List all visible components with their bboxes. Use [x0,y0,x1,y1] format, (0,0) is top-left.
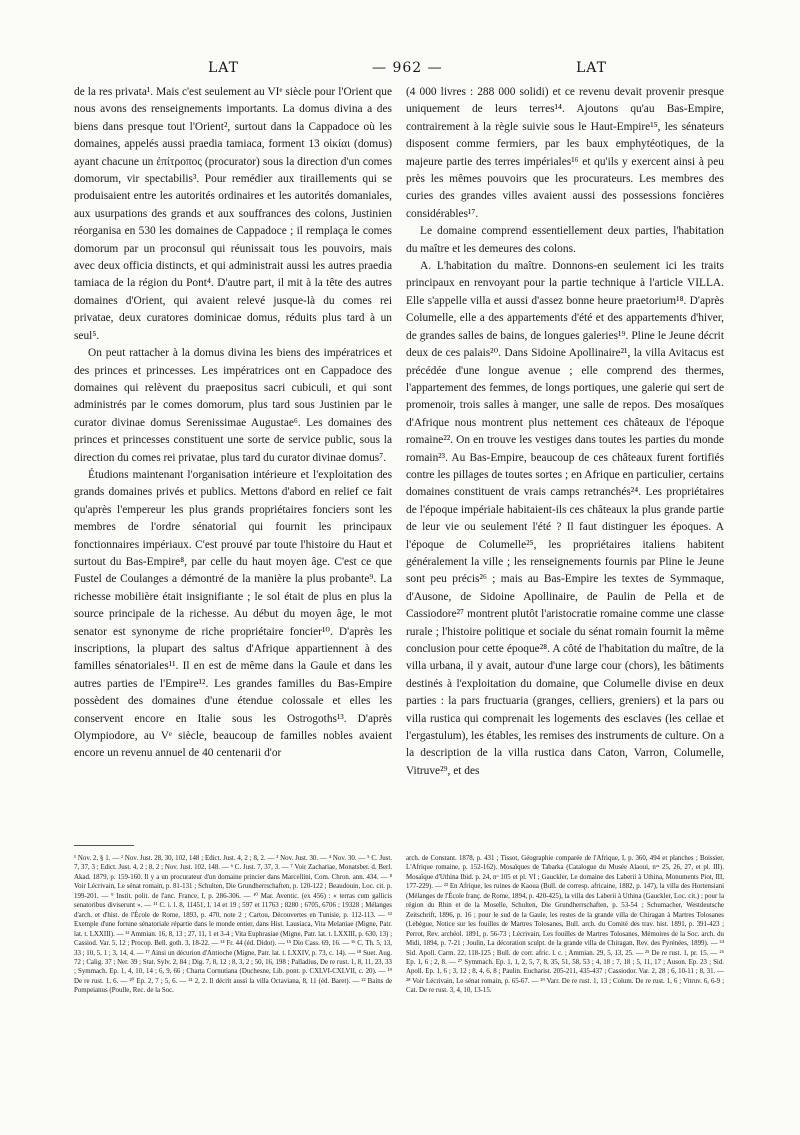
footnotes-right: arch. de Constant. 1878, p. 431 ; Tissot, Géographie comparée de l'Afrique, I, p. 360, 494 et planches ; Boissier, L'Afrique romaine, p. 152-162). Mosaïques de Tabarka (Catalogue du Musée Alaoui, nᵒˢ 25, 26, 27, et pl. III). Mosaïque d'Uthina Ibid. p. 24, nᵒ 105 et pl. VI ; Gauckler, Le domaine des Laberii à Uthina, Monuments Piot, III, 177-229). — ²³ En Afrique, les ruines de Kaoua (Bull. de corresp. africaine, 1882, p. 147), la villa des Hortensiani (Mélanges de l'École franç. de Rome, 1894, p. 420-425), la villa des Laberii à Uthina (Gauckler, Loc. cit.) ; pour la région du Rhin et de la Moselle, Schulten, Die Grundherrschaften, p. 53-54 ; Schumacher, Westdeutsche Zeitschrift, 1896, p. 16 ; pour le sud de la Gaule, les restes de la grande villa de Chiragan à Martres Tolosanes (Lebègue, Notice sur les fouilles de Martres Tolosanes, Bull. arch. du Comité des trav. hist. 1891, p. 391-423 ; Perrot, Rev. archéol. 1891, p. 56-73 ; Lécrivain, Les fouilles de Martres Tolosanes, Mémoires de la Soc. arch. du Midi, 1894, p. 7-21 ; Joulin, La décoration sculpt. de la grande villa de Chiragan, Rev. des Pyrénées, 1899). — ²⁴ Sid. Apoll. Carm. 22, 118-125 ; Bull. de corr. afric. l. c. ; Ammian. 29, 5, 13, 25. — ²⁵ De re rust. 1, pr. 15. — ²⁶ Ep. 1, 6 ; 2, 8. — ²⁷ Symmach. Ep. 1, 1, 2, 5, 7, 8, 35, 51, 58, 53 ; 4, 18 ; 7, 18 ; 5, 11, 17 ; Auson. Ep. 23 ; Sid. Apoll. Ep. 1, 6 ; 3, 12 ; 8, 4, 6, 8 ; Paulin. Eucharist. 205-211, 435-437 ; Cassiodor. Var. 2, 28 ; 6, 10-11 ; 8, 31. — ²⁸ Voir Lécrivain, Le sénat romain, p. 65-67. — ²⁹ Varr. De re rust. 1, 13 ; Colum. De re rust. 1, 6 ; Vitruv. 6, 6-9 ; Cat. De re rust. 3, 4, 10, 13-15. [406,855,724,995]
page-number: — 962 — [372,60,443,76]
paragraph: (4 000 livres : 288 000 solidi) et ce revenu devait provenir presque uniquement de leurs terres¹⁴. Ajoutons qu'au Bas-Empire, contrairement à la règle suivie sous le Haut-Empire¹⁵, les sénateurs disposent comme fermiers, par les baux emphytéotiques, de la majeure partie des terres impériales¹⁶ et qu'ils y exercent ainsi à peu près les mêmes pouvoirs que les procurateurs. Les membres des curies des grandes villes avaient aussi des possessions foncières considérables¹⁷. [406,86,724,220]
paragraph: On peut rattacher à la domus divina les biens des impératrices et des princes et princesses. Les impératrices ont en Cappadoce des domaines qui relèvent du praepositus sacri cubiculi, et qui sont administrés par le comes domorum, plus tard sous Justinien par le curator divinae domus Serenissimae Augustae⁶. Les domaines des princes et princesses constituent une sorte de service public, sous la direction du comes rei privatae, plus tard du curator divinae domus⁷. [74,347,392,464]
paragraph: Étudions maintenant l'organisation intérieure et l'exploitation des grands domaines privés et publics. Mettons d'abord en relief ce fait qu'après l'empereur les plus grands propriétaires fonciers sont les membres de l'ordre sénatorial qui fournit les principaux fonctionnaires impériaux. C'est prouvé par toute l'histoire du Haut et surtout du Bas-Empire⁸, par celle du haut moyen âge. C'est ce que Fustel de Coulanges a démontré de la manière la plus probante⁹. La richesse mobilière était insignifiante ; le sol était de plus en plus la source principale de la richesse. Au début du moyen âge, le mot senator est synonyme de riche propriétaire foncier¹⁰. D'après les inscriptions, la plupart des saltus d'Afrique appartiennent à des familles sénatoriales¹¹. Il en est de même dans la Gaule et dans les autres parties de l'Empire¹². Les grandes familles du Bas-Empire possèdent des domaines d'une étendue colossale et elles les conservent encore en Italie sous les Ostrogoths¹³. D'après Olympiodore, au Vᵉ siècle, beaucoup de familles nobles avaient encore un revenu annuel de 40 centenarii d'or [74,468,392,760]
left-column [74,84,392,763]
running-head-right: LAT [576,60,607,76]
paragraph: de la res privata¹. Mais c'est seulement au VIᵉ siècle pour l'Orient que nous avons des renseignements importants. La domus divina a des biens dans presque tout l'Orient², surtout dans la Cappadoce où les domaines, appelés aussi praedia tamiaca, forment 13 οἰκίαι (domus) ayant chacune un ἐπίτροπος (procurator) sous la direction d'un comes domorum, vir spectabilis³. Pour remédier aux tiraillements qui se produisaient entre les autorités ordinaires et les autorités domaniales, aux usurpations des grands et aux souffrances des colons, Justinien réorganisa en 530 les domaines de Cappadoce ; il remplaça le comes domorum par un proconsul qui réunissait tous les pouvoirs, mais avec deux officia distincts, et qui administrait aussi les autres praedia tamiaca de la région du Pont⁴. D'autre part, il mit à la tête des autres domaines d'Orient, qui avaient relevé jusque-là du comes rei privatae, deux curatores dominicae domus, réduits plus tard à un seul⁵. [74,86,392,342]
footnote-rule [74,845,134,846]
right-column [406,84,724,780]
running-head-left: LAT [208,60,239,76]
footnotes-left: ¹ Nov. 2, § 1. — ² Nov. Just. 28, 30, 102, 148 ; Edict. Just. 4, 2 ; 8, 2. — ³ Nov. Just. 30. — ⁴ Nov. 30. — ⁵ C. Just. 7, 37, 3 ; Edict. Just. 4, 2 ; 8, 2 ; Nov. Just. 102, 148. — ⁶ C. Just. 7, 37, 3. — ⁷ Voir Zachariae, Monatsber. d. Berl. Akad. 1879, p. 159-160. Il y a un procurateur d'un domaine princier dans Marcellini, Com. Chron. ann. 434. — ⁸ Voir Lécrivain, Le sénat romain, p. 81-131 ; Schulten, Die Grundherrschaften, p. 120-122 ; Beaudouin, Loc. cit. p. 199-201. — ⁹ Instit. polit. de l'anc. France, I, p. 286-306. — ¹⁰ Mar. Aventic. (ex 456) : « terras cum gallicis senatoribus diviserunt ». — ¹¹ C. i. l. 8, 11451, I. 14 et 19 ; 597 et 11763 ; 8280 ; 6705, 6706 ; 19328 ; Mélanges d'arch. et d'hist. de l'École de Rome, 1893, p. 470, note 2 ; Cartou, Découvertes en Tunisie, p. 112-113. — ¹² Exemple d'une fortune sénatoriale répartie dans le monde entier, dans Hist. Lausiaca, Vita Melaniae (Migne, Patr. lat. t. LXXIII). — ¹³ Ammian. 16, 8, 13 ; 27, 11, 1 et 3-4 ; Vita Euphrasiae (Migne, Patr. lat. t. LXXIII, p. 630, 13) ; Cassiod. Var. 5, 12 ; Procop. Bell. goth. 3, 18-22. — ¹⁴ Fr. 44 (éd. Didot). — ¹⁵ Dio Cass. 69, 16. — ¹⁶ C. Th. 5, 13, 33 ; 10, 5, 1 ; 3, 14, 4. — ¹⁷ Ainsi un décurion d'Antioche (Migne, Patr. lat. t. LXXIV, p. 73, c. 14). — ¹⁸ Suet. Aug. 72 ; Calig. 37 ; Ner. 39 ; Stat. Sylv. 2, 84 ; Dig. 7, 8, 12 ; 8, 3, 2 ; 50, 16, 198 ; Palladius, De re rust. 1, 8, 11, 23, 33 ; Symmach. Ep. 1, 4, 10, 14 ; 6, 9, 66 ; Charta Cornutiana (Duchesne, Lib. pont. p. CXLVI-CXLVII, c. 20). — ¹⁹ De re rust. 1, 6. — ²⁰ Ep. 2, 7 ; 5, 6. — ²¹ 2, 2. Il décrit aussi la villa Octaviana, 8, 11 (éd. Baret). — ²² Bains de Pompeianus (Poulle, Rec. de la Soc. [74,855,392,995]
paragraph: A. L'habitation du maître. Donnons-en seulement ici les traits principaux en renvoyant pour la partie technique à l'article VILLA. Elle s'appelle villa et aussi d'assez bonne heure praetorium¹⁸. D'après Columelle, elle a des appartements d'été et des appartements d'hiver, de grandes salles de bains, de longues galeries¹⁹. Pline le Jeune décrit deux de ces palais²⁰. Dans Sidoine Apollinaire²¹, la villa Avitacus est précédée d'une longue avenue ; elle comprend des thermes, l'appartement des femmes, de longs portiques, une galerie qui sert de promenoir, trois salles à manger, une salle de repos. Des mosaïques d'Afrique nous montrent plus nettement ces châteaux de l'époque romaine²². On en trouve les vestiges dans toutes les parties du monde romain²³. Au Bas-Empire, beaucoup de ces châteaux furent fortifiés contre les pillages de toutes sortes ; en Afrique en particulier, certains domaines constituent de vrais camps retranchés²⁴. Les propriétaires de l'époque impériale habitaient-ils ces châteaux la plus grande partie de leur vie ou seulement l'été ? Il faut distinguer les époques. A l'époque de Columelle²⁵, les propriétaires italiens habitent généralement la ville ; les renseignements fournis par Pline le Jeune sont peu précis²⁶ ; mais au Bas-Empire les textes de Symmaque, d'Ausone, de Sidoine Apollinaire, de Paulin de Pella et de Cassiodore²⁷ montrent plutôt l'aristocratie romaine comme une classe rurale ; l'histoire politique et sociale du sénat romain fournit la même conclusion pour cette époque²⁸. A côté de l'habitation du maître, de la villa urbana, il y avait, autour d'une large cour (chors), les bâtiments destinés à l'exploitation du domaine, que Columelle divise en deux parties : la pars fructuaria (granges, celliers, greniers) et la pars ou villa rustica qui comprenait les logements des esclaves (les cellae et l'ergastulum), les étables, les remises des instruments de culture. On a la description de la villa rustica dans Caton, Varron, Columelle, Vitruve²⁹, et des [406,260,724,777]
paragraph: Le domaine comprend essentiellement deux parties, l'habitation du maître et les demeures des colons. [406,225,724,255]
